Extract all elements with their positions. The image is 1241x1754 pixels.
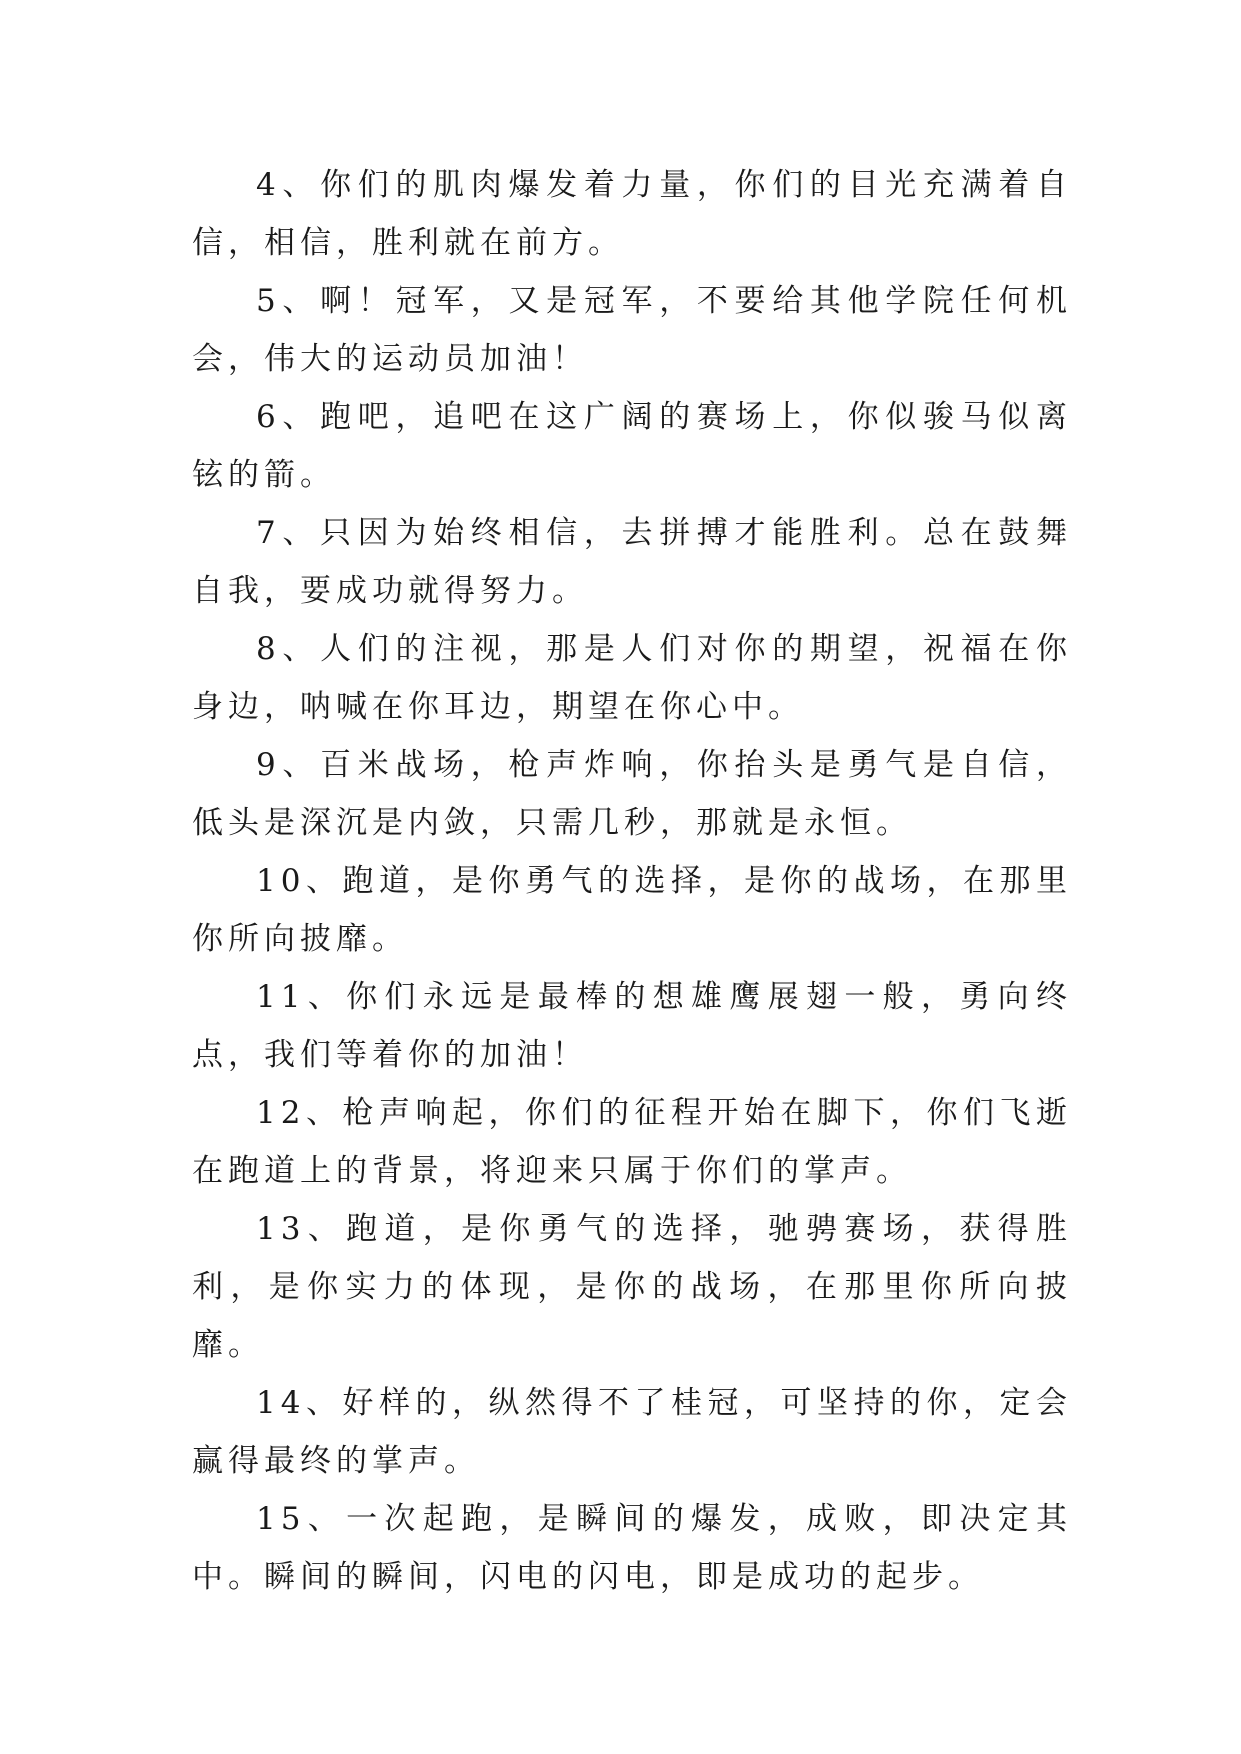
document-body [192, 156, 1072, 1606]
paragraph-5: 5、啊！冠军，又是冠军，不要给其他学院任何机会，伟大的运动员加油！ [192, 283, 1072, 377]
paragraph-15: 15、一次起跑，是瞬间的爆发，成败，即决定其中。瞬间的瞬间，闪电的闪电，即是成功的起步。 [192, 1501, 1072, 1595]
paragraph-9: 9、百米战场，枪声炸响，你抬头是勇气是自信，低头是深沉是内敛，只需几秒，那就是永恒。 [192, 747, 1072, 841]
paragraph-4: 4、你们的肌肉爆发着力量，你们的目光充满着自信，相信，胜利就在前方。 [192, 167, 1072, 261]
paragraph-10: 10、跑道，是你勇气的选择，是你的战场，在那里你所向披靡。 [192, 863, 1072, 957]
paragraph-11: 11、你们永远是最棒的想雄鹰展翅一般，勇向终点，我们等着你的加油！ [192, 979, 1072, 1073]
paragraph-13: 13、跑道，是你勇气的选择，驰骋赛场，获得胜利，是你实力的体现，是你的战场，在那里你所向披靡。 [192, 1211, 1072, 1363]
paragraph-12: 12、枪声响起，你们的征程开始在脚下，你们飞逝在跑道上的背景，将迎来只属于你们的掌声。 [192, 1095, 1072, 1189]
paragraph-6: 6、跑吧，追吧在这广阔的赛场上，你似骏马似离铉的箭。 [192, 399, 1072, 493]
paragraph-8: 8、人们的注视，那是人们对你的期望，祝福在你身边，呐喊在你耳边，期望在你心中。 [192, 631, 1072, 725]
paragraph-7: 7、只因为始终相信，去拼搏才能胜利。总在鼓舞自我，要成功就得努力。 [192, 515, 1072, 609]
paragraph-14: 14、好样的，纵然得不了桂冠，可坚持的你，定会赢得最终的掌声。 [192, 1385, 1072, 1479]
